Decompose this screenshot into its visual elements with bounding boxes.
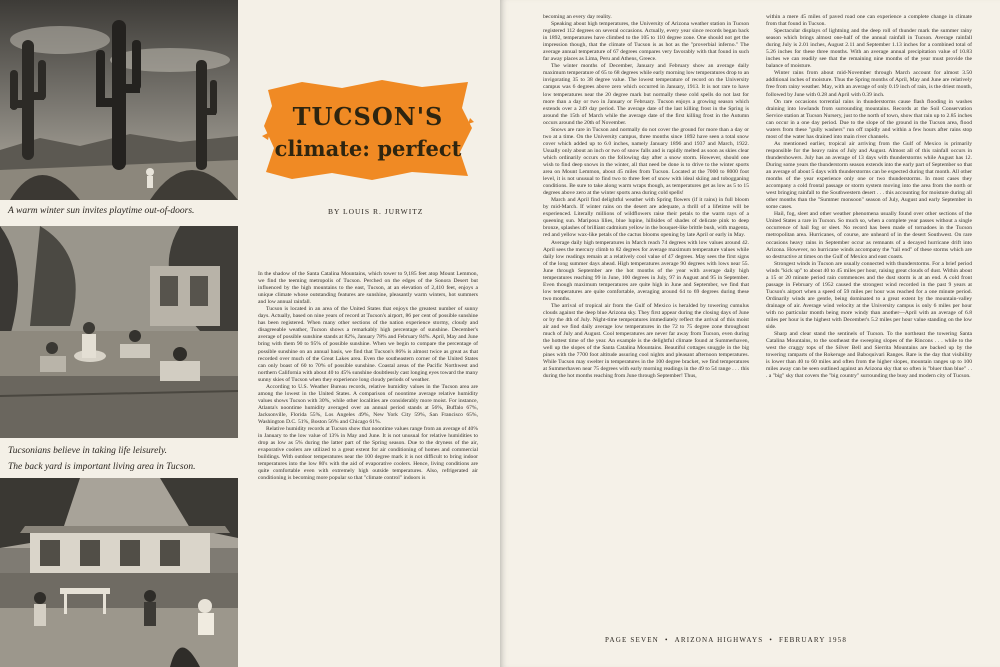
paragraph: Tucson is located in an area of the United States that enjoys the greatest number of sunny days. Actually, based on nine years of record at Tucson's airport, 86 per cent of possible sunshine has been registered. When many other sections of the nation experience stormy, cloudy and disagreeable weather, Tucson shows a remarkably high percentage of sunshine. December's average of possible sunshine stands at 82%, January 78% and February 84%. April, May and June bring with them 90 to 95% of possible sunshine. When we begin to compare the percentage of possible sunshine on an annual basis, we find that Tucson's 86% is almost twice as great as that recorded over much of the Great Lakes area. Even the southeastern corner of the United States can only boast of 60 to 70% of possible sunshine. Coastal areas of the Pacific Northwest and northern California with about 40 to 45% sunshine doubtlessly cast longing eyes toward the many sunny skies of Tucson when they experience long cloudy periods of weather. — [258, 306, 478, 383]
footer-magazine: ARIZONA HIGHWAYS — [674, 636, 764, 644]
footer-date: FEBRUARY 1958 — [779, 636, 848, 644]
paragraph: within a mere 45 miles of paved road one can experience a complete change in climate from that found in Tucson. — [766, 14, 972, 28]
paragraph: Snows are rare in Tucson and normally do not cover the ground for more than a day or two at a time. On the University campus, three months since 1892 have seen a total snow cover which added up to 6.0 inches, namely January 1896 and 1937 and March, 1922. Usually only about an inch or two of snow falls and is rapidly melted as soon as skies clear which ordinarily occurs on the following day after a snow storm. However, should one wish to find deep snows in the winter, all that need be done is to drive to the winter sports area on Mount Lemmon, about 45 miles from Tucson. Located at the 7000 to 8000 foot level, it is not unusual to find two to three feet of snow with ideal skiing and tobogganing conditions. Be sure to take along warm wraps though, as temperatures get as low as 5 to 15 degrees above zero at the winter sports area during cold spells! — [543, 126, 749, 197]
backyard-living-photo — [0, 478, 238, 667]
title-line-climate: climate: perfect — [274, 136, 462, 161]
article-column-1 — [258, 271, 478, 657]
article-column-2 — [543, 14, 749, 644]
title-line-tucsons: TUCSON'S — [292, 102, 444, 131]
paragraph: The winter months of December, January and February show an average daily maximum temperature of 65 to 68 degrees while early morning low temperatures drop to an invigorating 35 to 38 degree value. The lowest temperature of record on the University campus was 6 degrees above zero which occurred in January, 1913. It is not rare to have low temperatures near the 20 degree mark but normally these cold spells do not last for more than a day or two in January or February. Tucson enjoys a growing season which extends over a 249 day period. The average date of the last killing frost in the Spring is around the 15th of March while the average date of the first killing frost in the Autumn occurs around the 20th of November. — [543, 63, 749, 126]
article-title — [262, 78, 474, 182]
paragraph: Relative humidity records at Tucson show that noontime values range from an average of 40% in January to the low value of 13% in May and June. It is not unusual for relative humidities to drop as low as 5% during the latter part of the Spring season. Due to the dryness of the air, evaporative coolers are utilized to a great extent for air conditioning of homes and commercial buildings. With outdoor temperatures near the 100 degree mark it is not difficult to bring indoor temperatures into the low 80's with the aid of evaporative coolers. Hence, living conditions are quite comfortable even with extremely high outside temperatures. Also, refrigerated air conditioning is becoming more popular so that "climate control" indoors is — [258, 426, 478, 482]
footer-separator: • — [769, 636, 774, 644]
paragraph: On rare occasions torrential rains in thunderstorms cause flash flooding in washes draining into lowlands from surrounding mountains. Records at the Soil Conservation Service station at Tucson Nursery, just to the north of town, show that rain up to 2.85 inches can occur in a one day period. Due to the slope of the ground in the Tucson area, flood waters from these "gully washers" run off rapidly and within a few hours after rains stop most of the water has drained into main river channels. — [766, 98, 972, 140]
paragraph: According to U.S. Weather Bureau records, relative humidity values in the Tucson area are among the lowest in the United States. A comparison of noontime average relative humidity values shows Tucson with 30%, while other localities are considerably more moist. For instance, Atlanta's noontime humidity averaged over an annual period stands at 56%, Buffalo 67%, Jacksonville, Florida 55%, Los Angeles 49%, New York City 59%, San Francisco 65%, Washington D.C. 51%, Boston 56% and Chicago 61%. — [258, 383, 478, 425]
footer-page-number: PAGE SEVEN — [605, 636, 659, 644]
caption-leisure: Tucsonians believe in taking life leisurely. — [8, 446, 168, 456]
paragraph: As mentioned earlier, tropical air arriving from the Gulf of Mexico is primarily responsible for the heavy rains of July and August. Almost all of this rainfall occurs in thundershowers. July has an average of 13 days with thunderstorms while August has 12. During some years the thunderstorm season extends into the early part of September so that an average of about 5 days with thunderstorms can be expected during that month. All other months of the year experience only one or two thunderstorms. In most cases they accompany a cold frontal passage or storm system moving into the area from the north or west bringing rainfall to the Southwestern desert . . . this accounting for moisture during all other months than the "Summer monsoon" season of July, August and early September in some cases. — [766, 140, 972, 211]
desert-saguaro-photo — [0, 0, 238, 200]
paragraph: Spectacular displays of lightning and the deep roll of thunder mark the summer rainy season which brings almost one-half of the annual rainfall in Tucson. Average rainfall during July is 2.01 inches, August 2.11 and September 1.13 inches for a combined total of 5.26 inches for these three months. With an average annual precipitation value of 10.83 inches we can readily see that the remaining nine months of the year must provide the balance of moisture. — [766, 28, 972, 70]
paragraph: The arrival of tropical air from the Gulf of Mexico is heralded by towering cumulus clouds against the deep blue Arizona sky. They first appear during the closing days of June or by the 4th of July. Night-time temperatures immediately reflect the arrival of this moist air and we find daily average low temperatures in the 72 to 75 degree zone throughout much of July and August. Cool temperatures are never far away from Tucson, even during the hottest time of the year. An example is the delightful climate found at Summerhaven, well up the slopes of the Santa Catalina Mountains. Beautiful cottages snuggle in the big pines with the 7700 foot altitude assuring cool nights and pleasant afternoon temperatures. While Tucson may swelter in temperatures in the 100 degree bracket, we find temperatures at Summerhaven near 75 degrees with early morning readings in the 49 to 54 range . . . this during the hot months reaching from June through September! Thus, — [543, 302, 749, 380]
paragraph: In the shadow of the Santa Catalina Mountains, which tower to 9,185 feet atop Mount Lemmon, we find the teeming metropolis of Tucson. Perched on the edges of the Sonora Desert but influenced by the high mountains to the east, Tucson, at an elevation of 2,410 feet, enjoys a unique climate whose outstanding features are sunshine, pleasantly warm winters, hot summers and low annual rainfall. — [258, 271, 478, 306]
page-footer — [605, 636, 965, 644]
caption-winter-sun: A warm winter sun invites playtime out-of-doors. — [8, 206, 195, 216]
paragraph: Speaking about high temperatures, the University of Arizona weather station in Tucson registered 112 degrees on several occasions. Actually, every year since records began back in 1892, temperatures have climbed to the 105 to 110 degree zone. One should not get the impression though, that the climate of Tucson is as hot as the "proverbial inferno." The average annual temperature of 67 degrees compares very favorably with that found in such far away places as Lima, Peru and Athens, Greece. — [543, 21, 749, 63]
paragraph: Strongest winds in Tucson are usually connected with thunderstorms. For a brief period winds "kick up" to about 40 to 45 miles per hour, raising great clouds of dust. Within about a 15 or 20 minute period rain commences and the dust storm is at an end. A cold front passage in February of 1952 caused the strongest wind recorded in the past 9 years at Tucson's airport when a speed of 59 miles per hour was reached for a one minute period. Ordinarily winds are gentle, being dominated to a great extent by the mountain-valley drainage of air. Average wind velocity at the University campus is only 6 miles per hour with no particular month being more windy than another—April with an average of 6.8 miles per hour is the highest with December's 5.2 miles per hour value standing on the low side. — [766, 260, 972, 331]
paragraph: becoming an every day reality. — [543, 14, 612, 20]
paragraph: Average daily high temperatures in March reach 74 degrees with low values around 42. April sees the mercury climb to 82 degrees for average maximum temperature values while daily low readings remain at a relatively cool value of 47 degrees. May sees the first signs of the long summer days ahead. High temperatures average 90 degrees with lows near 55. June through September are the hot months of the year with average daily high temperatures reaching 99 in June, 100 degrees in July, 97 in August and 95 in September. Even though maximum temperatures are quite high in June and September, we find that low temperatures are quite comfortable, averaging around 64 to 69 degrees during these two months. — [543, 239, 749, 302]
article-column-3 — [766, 14, 972, 644]
paragraph: Winter rains from about mid-November through March account for almost 3.50 additional inches of moisture. Thus the Spring months of April, May and June are relatively free from rainy weather. May, with an average of only 0.19 inch of rain, is the driest month, followed by June with 0.28 and April with 0.39 inch. — [766, 70, 972, 98]
paragraph: Sharp and clear stand the sentinels of Tucson. To the northeast the towering Santa Catalina Mountains, to the southeast the sweeping slopes of the Rincons . . . while to the west the craggy tops of the Silver Bell and Sierrita Mountains are backed up by the towering ramparts of the Rokeruge and Baboquivari Ranges. Rare is the day that visibility is lower than 40 to 60 miles and often from the higher slopes, mountain ranges up to 100 miles away can be seen outlined against an Arizona sky that so often is "bluer than blue" . . . a "big" sky that covers the "big country" surrounding the busy and modern city of Tucson. — [766, 331, 972, 380]
byline: BY LOUIS R. JURWITZ — [328, 207, 424, 216]
paragraph: March and April find delightful weather with Spring flowers (if it rains) in full bloom by mid-March. If winter rains on the desert are adequate, a thrill of a lifetime will be experienced. Literally millions of wildflowers raise their petals to the warm rays of a queening sun. Mariposa lilies, blue lupine, hillsides of shades of delicate pink to deep bronze, splashes of brilliant cadmium yellow in the bouquet-like brittle bush, with magenta, red and yellow wax-like petals of the cactus blooms opening by late April or early in May. — [543, 197, 749, 239]
patio-leisure-photo — [0, 226, 238, 438]
caption-backyard: The back yard is important living area in Tucson. — [8, 462, 196, 472]
footer-separator: • — [664, 636, 669, 644]
paragraph: Hail, fog, sleet and other weather phenomena usually found over other sections of the United States a rare in Tucson. So much so, when a complete year passes without a single occurrence of hail fog or sleet. No record has been made of tornadoes in the Tucson metropolitan area. Hurricanes, of course, are unheard of in the desert Southwest. On rare occasions heavy rains in September occur as remnants of a decayed hurricane drift into Arizona. However, no hurricane winds accompany the "tail end" of these storms which are so destructive at times on the Gulf of Mexico and east coasts. — [766, 211, 972, 260]
